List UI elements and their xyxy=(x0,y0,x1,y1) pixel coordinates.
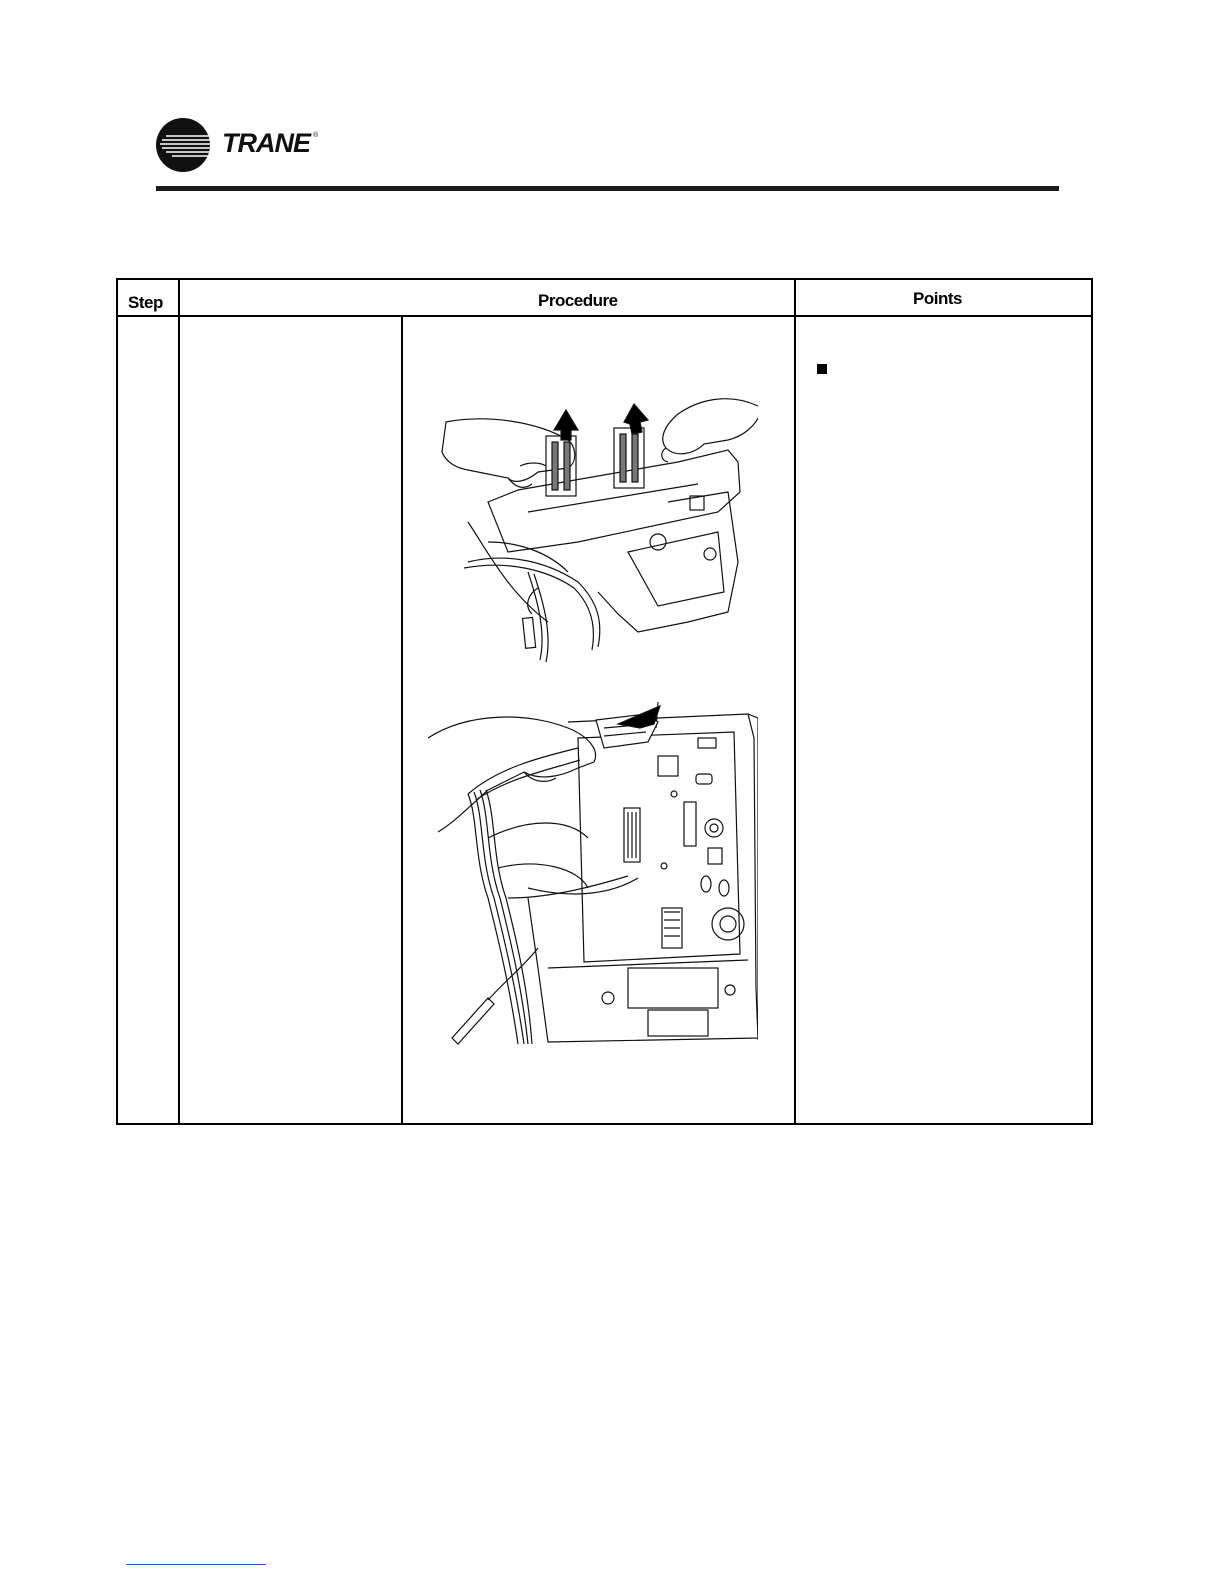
header-rule xyxy=(156,186,1059,191)
hand-disconnecting-wires-pcb-illustration xyxy=(428,698,758,1050)
brand-name: TRANE xyxy=(222,128,310,158)
header-step: Step xyxy=(128,293,163,312)
square-bullet-icon xyxy=(817,364,827,374)
column-divider-step xyxy=(178,280,180,1123)
registered-mark: ® xyxy=(313,132,319,139)
hands-lifting-cover-illustration xyxy=(428,392,758,672)
header-points: Points xyxy=(913,289,962,308)
header-procedure: Procedure xyxy=(538,291,618,310)
column-divider-procedure-inner xyxy=(401,316,403,1123)
column-divider-points xyxy=(794,280,796,1123)
procedure-table xyxy=(116,278,1093,1125)
header-row-divider xyxy=(118,315,1091,317)
footer-link-underline xyxy=(126,1564,266,1565)
